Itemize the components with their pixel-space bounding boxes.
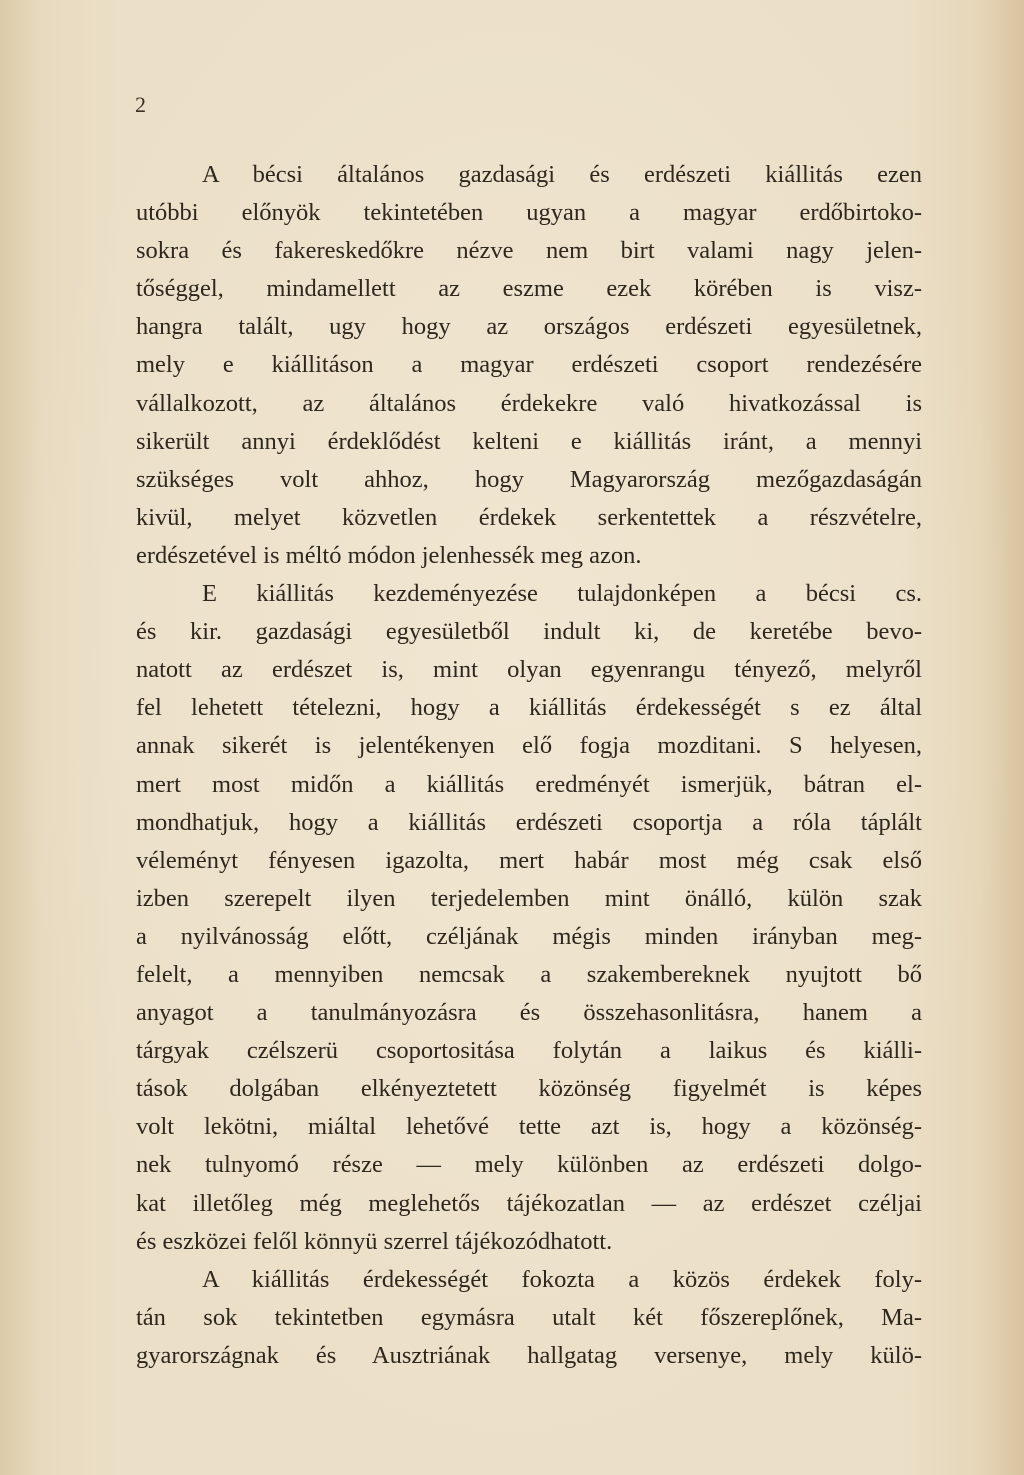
text-line: mert most midőn a kiállitás eredményét ismerjük, bátran el- [136,770,922,798]
text-line: tárgyak czélszerü csoportositása folytán a laikus és kiálli- [136,1037,922,1065]
text-line: mely e kiállitáson a magyar erdészeti csoport rendezésére [136,351,922,379]
text-line: fel lehetett tételezni, hogy a kiállitás érdekességét s ez által [136,694,922,722]
text-line: és kir. gazdasági egyesületből indult ki, de keretébe bevo- [136,618,922,646]
text-line: szükséges volt ahhoz, hogy Magyarország mezőgazdaságán [136,465,922,493]
text-line: volt lekötni, miáltal lehetővé tette azt is, hogy a közönség- [136,1113,922,1141]
text-line: tán sok tekintetben egymásra utalt két főszereplőnek, Ma- [136,1303,922,1331]
text-line: tások dolgában elkényeztetett közönség figyelmét is képes [136,1075,922,1103]
text-line: erdészetével is méltó módon jelenhessék meg azon. [136,541,642,569]
text-line: utóbbi előnyök tekintetében ugyan a magyar erdőbirtoko- [136,199,922,227]
text-line: sikerült annyi érdeklődést kelteni e kiállitás iránt, a mennyi [136,427,922,455]
text-line: A bécsi általános gazdasági és erdészeti kiállitás ezen [202,161,922,188]
text-line: a nyilvánosság előtt, czéljának mégis minden irányban meg- [136,922,922,950]
text-line: annak sikerét is jelentékenyen elő fogja mozditani. S helyesen, [136,732,922,760]
text-line: felelt, a mennyiben nemcsak a szakembereknek nyujtott bő [136,960,922,988]
text-line: tőséggel, mindamellett az eszme ezek körében is visz- [136,275,922,303]
text-line: nek tulnyomó része — mely különben az erdészeti dolgo- [136,1151,922,1179]
text-line: natott az erdészet is, mint olyan egyenrangu tényező, melyről [136,656,922,684]
text-line: A kiállitás érdekességét fokozta a közös érdekek foly- [202,1265,922,1293]
text-line: hangra talált, ugy hogy az országos erdészeti egyesületnek, [136,313,922,341]
text-line: kat illetőleg még meglehetős tájékozatlan — az erdészet czéljai [136,1189,922,1217]
text-line: véleményt fényesen igazolta, mert habár most még csak első [136,846,922,874]
text-line: gyarországnak és Ausztriának hallgatag versenye, mely külö- [136,1341,922,1369]
page-number: 2 [135,92,146,117]
text-line: sokra és fakereskedőkre nézve nem birt valami nagy jelen- [136,237,922,265]
text-line: és eszközei felől könnyü szerrel tájékozódhatott. [136,1227,613,1255]
text-line: kivül, melyet közvetlen érdekek serkentettek a részvételre, [136,503,922,531]
text-line: anyagot a tanulmányozásra és összehasonlitásra, hanem a [136,999,922,1027]
text-line: izben szerepelt ilyen terjedelemben mint önálló, külön szak [136,884,922,912]
text-line: vállalkozott, az általános érdekekre való hivatkozással is [136,389,922,417]
text-line: mondhatjuk, hogy a kiállitás erdészeti csoportja a róla táplált [136,808,922,836]
text-line: E kiállitás kezdeményezése tulajdonképen a bécsi cs. [202,580,922,608]
body-text [136,156,922,1375]
